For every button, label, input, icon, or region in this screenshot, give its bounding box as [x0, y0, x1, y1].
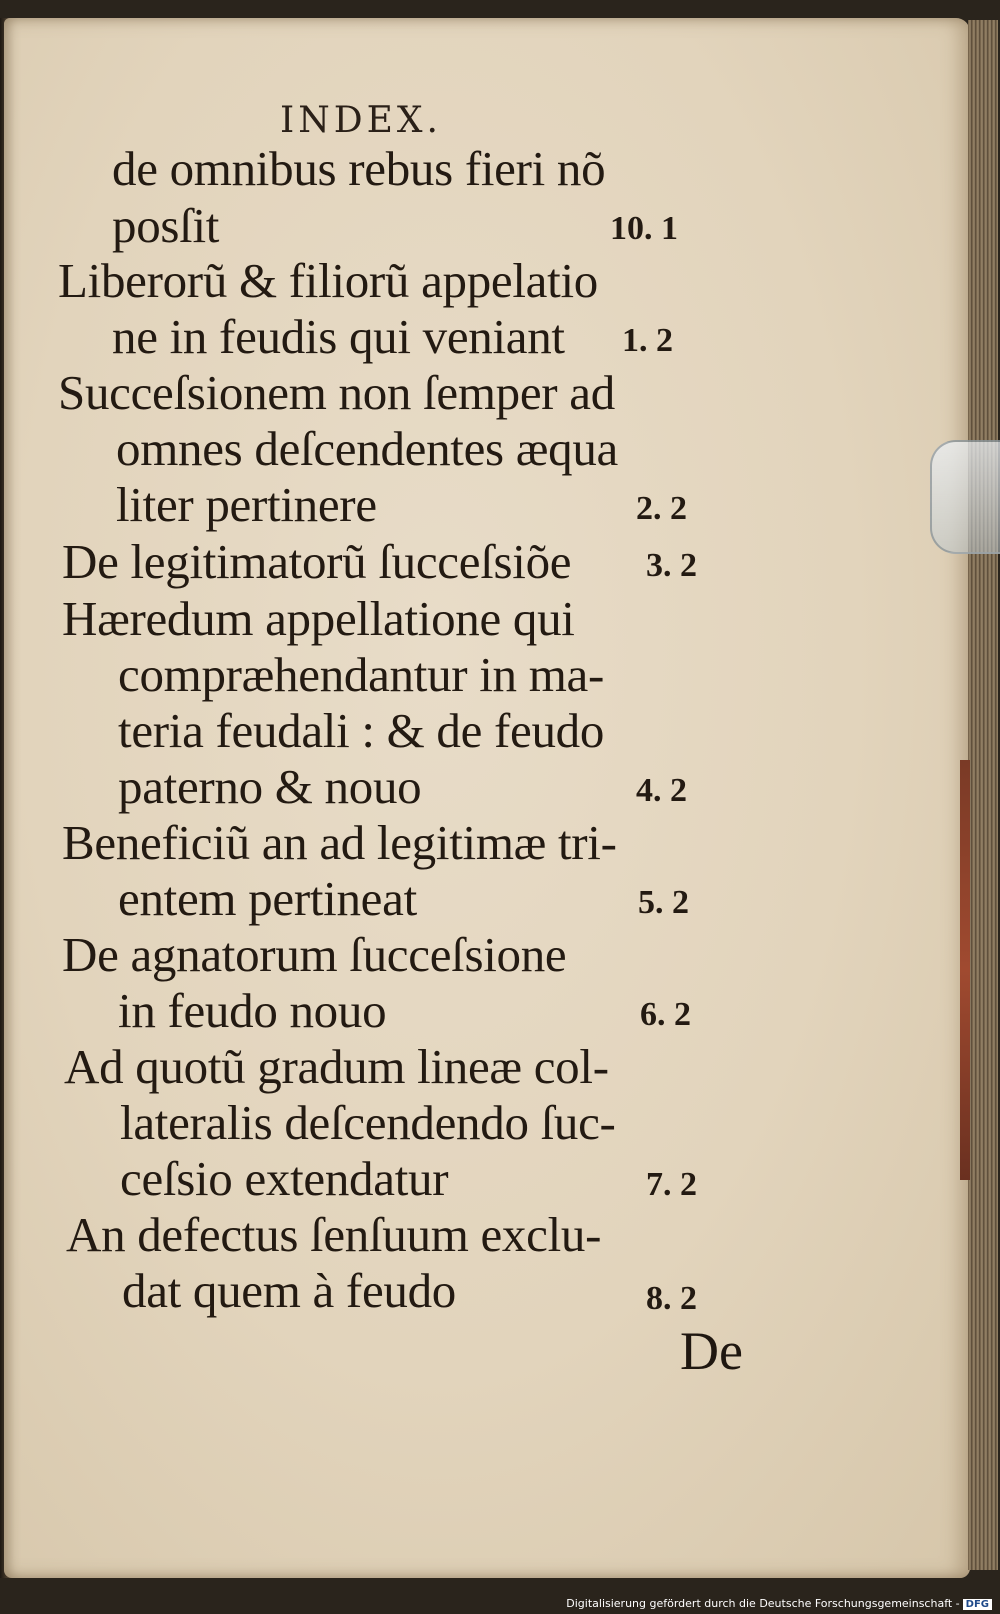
index-line: Ad quotũ gradum lineæ col- — [64, 1039, 609, 1094]
page-reference: 6. 2 — [640, 996, 691, 1033]
index-line: Succeſsionem non ſemper ad — [58, 365, 615, 420]
index-line: omnes deſcendentes æqua — [116, 421, 619, 476]
index-line: De agnatorum ſucceſsione — [62, 927, 567, 982]
page-clip — [930, 440, 1000, 554]
index-line: liter pertinere — [116, 477, 377, 532]
digitization-credit — [566, 1597, 992, 1610]
running-header: INDEX. — [280, 100, 442, 141]
catchword: De — [680, 1321, 743, 1381]
page-reference: 4. 2 — [636, 772, 687, 809]
page-reference: 7. 2 — [646, 1166, 697, 1203]
page-reference: 2. 2 — [636, 490, 687, 527]
index-line: lateralis deſcendendo ſuc- — [120, 1095, 616, 1150]
index-line: An defectus ſenſuum exclu- — [66, 1207, 602, 1262]
credit-text: Digitalisierung gefördert durch die Deutsche Forschungsgemeinschaft - — [566, 1597, 960, 1610]
page-reference: 5. 2 — [638, 884, 689, 921]
page-reference: 3. 2 — [646, 547, 697, 584]
index-line: ceſsio extendatur — [120, 1151, 449, 1206]
index-line: de omnibus rebus fieri nõ — [112, 141, 606, 196]
index-line: ne in feudis qui veniant — [112, 309, 565, 364]
page-reference: 8. 2 — [646, 1280, 697, 1317]
dfg-logo: DFG — [963, 1599, 992, 1610]
index-line: entem pertineat — [118, 871, 417, 926]
ribbon-mark — [960, 760, 970, 1180]
index-line: paterno & nouo — [118, 759, 422, 814]
index-line: De legitimatorũ ſucceſsiõe — [62, 534, 572, 589]
index-line: Hæredum appellatione qui — [62, 591, 575, 646]
page-edges — [968, 20, 998, 1570]
page-reference: 10. 1 — [610, 210, 678, 247]
index-line: teria feudali : & de feudo — [118, 703, 605, 758]
index-line: dat quem à feudo — [122, 1263, 456, 1318]
page-reference: 1. 2 — [622, 322, 673, 359]
index-line: in feudo nouo — [118, 983, 387, 1038]
index-line: Beneficiũ an ad legitimæ tri- — [62, 815, 617, 870]
index-line: Liberorũ & filiorũ appelatio — [58, 253, 598, 308]
index-line: posſit — [112, 198, 220, 253]
index-line: compræhendantur in ma- — [118, 647, 604, 702]
